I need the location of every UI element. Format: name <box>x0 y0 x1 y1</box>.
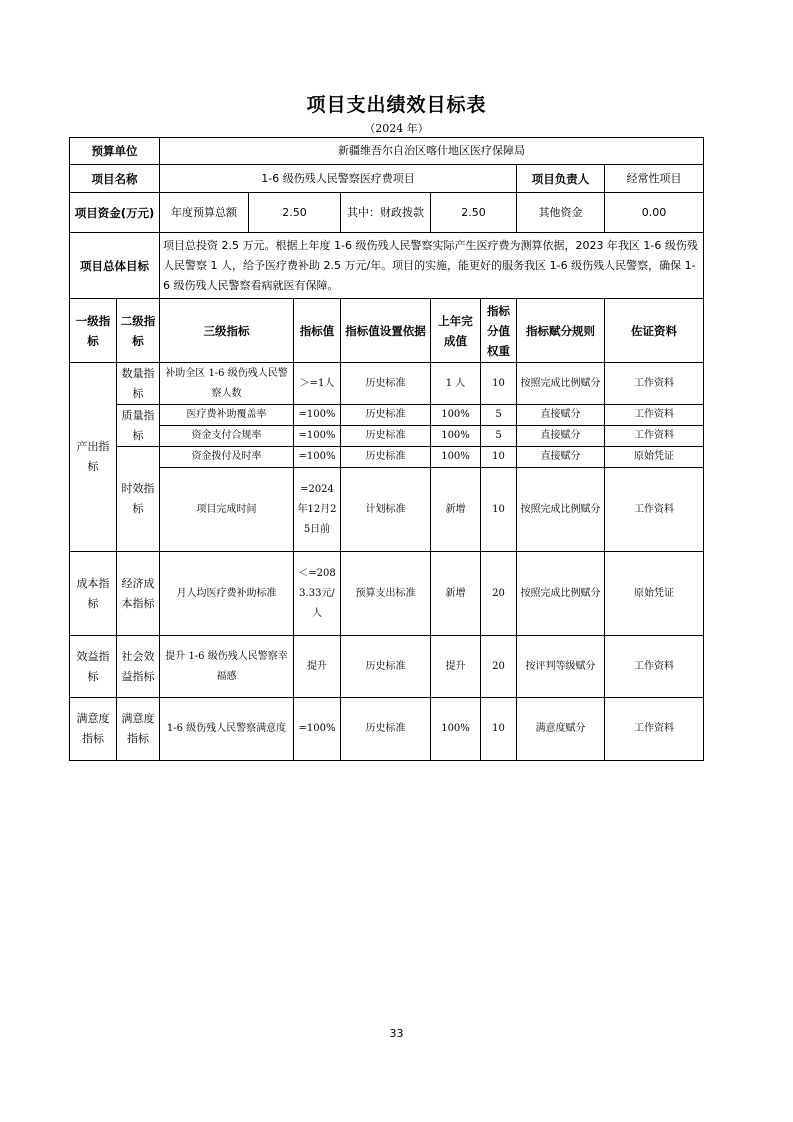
indicator-evidence: 工作资料 <box>605 698 704 761</box>
group-benefit: 效益指标 <box>70 636 117 698</box>
indicator-value: =100% <box>294 447 341 468</box>
indicator-rule: 直接赋分 <box>517 447 605 468</box>
indicator-weight: 10 <box>481 363 517 405</box>
indicator-last-year: 100% <box>431 698 481 761</box>
project-name-value: 1-6 级伤残人民警察医疗费项目 <box>160 165 517 193</box>
performance-table <box>69 137 704 761</box>
indicator-name: 资金支付合规率 <box>160 426 294 447</box>
indicator-evidence: 工作资料 <box>605 363 704 405</box>
header-rule: 指标赋分规则 <box>517 299 605 363</box>
group-cost: 成本指标 <box>70 552 117 636</box>
indicator-name: 项目完成时间 <box>160 468 294 552</box>
indicator-evidence: 原始凭证 <box>605 552 704 636</box>
group-output: 产出指标 <box>70 363 117 552</box>
indicator-weight: 10 <box>481 698 517 761</box>
indicator-weight: 10 <box>481 447 517 468</box>
indicator-last-year: 新增 <box>431 552 481 636</box>
indicator-basis: 历史标准 <box>341 405 431 426</box>
indicator-evidence: 工作资料 <box>605 426 704 447</box>
project-name-label: 项目名称 <box>70 165 160 193</box>
group-timeliness: 时效指标 <box>117 447 160 552</box>
group-quantity: 数量指标 <box>117 363 160 405</box>
annual-total-value: 2.50 <box>249 193 341 233</box>
indicator-rule: 按评判等级赋分 <box>517 636 605 698</box>
indicator-value: ＞=1人 <box>294 363 341 405</box>
other-funds-value: 0.00 <box>605 193 704 233</box>
indicator-basis: 历史标准 <box>341 426 431 447</box>
indicator-weight: 10 <box>481 468 517 552</box>
indicator-basis: 历史标准 <box>341 363 431 405</box>
year-label: （2024 年） <box>364 122 429 135</box>
fiscal-value: 2.50 <box>431 193 517 233</box>
indicator-basis: 历史标准 <box>341 636 431 698</box>
indicator-basis: 历史标准 <box>341 447 431 468</box>
indicator-name: 资金拨付及时率 <box>160 447 294 468</box>
indicator-value: =100% <box>294 405 341 426</box>
group-satisfaction-2: 满意度指标 <box>117 698 160 761</box>
indicator-name: 月人均医疗费补助标准 <box>160 552 294 636</box>
indicator-evidence: 工作资料 <box>605 405 704 426</box>
indicator-rule: 直接赋分 <box>517 426 605 447</box>
indicator-rule: 按照完成比例赋分 <box>517 552 605 636</box>
document-title: 项目支出绩效目标表 <box>306 94 487 116</box>
budget-unit-value: 新疆维吾尔自治区喀什地区医疗保障局 <box>160 138 704 165</box>
indicator-weight: 5 <box>481 426 517 447</box>
indicator-basis: 计划标准 <box>341 468 431 552</box>
indicator-value: =100% <box>294 698 341 761</box>
indicator-last-year: 100% <box>431 426 481 447</box>
group-econ-cost: 经济成本指标 <box>117 552 160 636</box>
indicator-weight: 20 <box>481 636 517 698</box>
header-value: 指标值 <box>294 299 341 363</box>
project-owner-label: 项目负责人 <box>517 165 605 193</box>
indicator-last-year: 提升 <box>431 636 481 698</box>
group-quality: 质量指标 <box>117 405 160 447</box>
overall-goal-label: 项目总体目标 <box>70 233 160 299</box>
indicator-value: 提升 <box>294 636 341 698</box>
indicator-evidence: 工作资料 <box>605 468 704 552</box>
header-level3: 三级指标 <box>160 299 294 363</box>
indicator-weight: 20 <box>481 552 517 636</box>
other-funds-label: 其他资金 <box>517 193 605 233</box>
indicator-name: 医疗费补助覆盖率 <box>160 405 294 426</box>
indicator-evidence: 工作资料 <box>605 636 704 698</box>
project-owner-value: 经常性项目 <box>605 165 704 193</box>
annual-total-label: 年度预算总额 <box>160 193 249 233</box>
indicator-rule: 按照完成比例赋分 <box>517 363 605 405</box>
indicator-weight: 5 <box>481 405 517 426</box>
indicator-value: =2024年12月25日前 <box>294 468 341 552</box>
indicator-last-year: 100% <box>431 447 481 468</box>
group-social: 社会效益指标 <box>117 636 160 698</box>
indicator-rule: 按照完成比例赋分 <box>517 468 605 552</box>
indicator-last-year: 1 人 <box>431 363 481 405</box>
header-last-year: 上年完成值 <box>431 299 481 363</box>
header-basis: 指标值设置依据 <box>341 299 431 363</box>
indicator-basis: 历史标准 <box>341 698 431 761</box>
indicator-last-year: 新增 <box>431 468 481 552</box>
indicator-rule: 直接赋分 <box>517 405 605 426</box>
budget-unit-label: 预算单位 <box>70 138 160 165</box>
group-satisfaction: 满意度指标 <box>70 698 117 761</box>
indicator-name: 提升 1-6 级伤残人民警察幸福感 <box>160 636 294 698</box>
indicator-basis: 预算支出标准 <box>341 552 431 636</box>
header-level2: 二级指标 <box>117 299 160 363</box>
page-number: 33 <box>389 1027 404 1040</box>
indicator-evidence: 原始凭证 <box>605 447 704 468</box>
indicator-rule: 满意度赋分 <box>517 698 605 761</box>
header-weight: 指标分值权重 <box>481 299 517 363</box>
indicator-value: =100% <box>294 426 341 447</box>
indicator-name: 补助全区 1-6 级伤残人民警察人数 <box>160 363 294 405</box>
fiscal-label: 其中：财政拨款 <box>341 193 431 233</box>
overall-goal-text: 项目总投资 2.5 万元。根据上年度 1-6 级伤残人民警察实际产生医疗费为测算依据，2023 年我区 1-6 级伤残人民警察 1 人，给予医疗费补助 2.5 万元/年。项目的实施，能更好的服务我区 1-6 级伤残人民警察，确保 1-6 级伤残人民警察看病就医有保障。 <box>160 233 704 299</box>
funds-label: 项目资金(万元) <box>70 193 160 233</box>
indicator-name: 1-6 级伤残人民警察满意度 <box>160 698 294 761</box>
indicator-value: ＜=2083.33元/人 <box>294 552 341 636</box>
header-level1: 一级指标 <box>70 299 117 363</box>
header-evidence: 佐证资料 <box>605 299 704 363</box>
indicator-last-year: 100% <box>431 405 481 426</box>
